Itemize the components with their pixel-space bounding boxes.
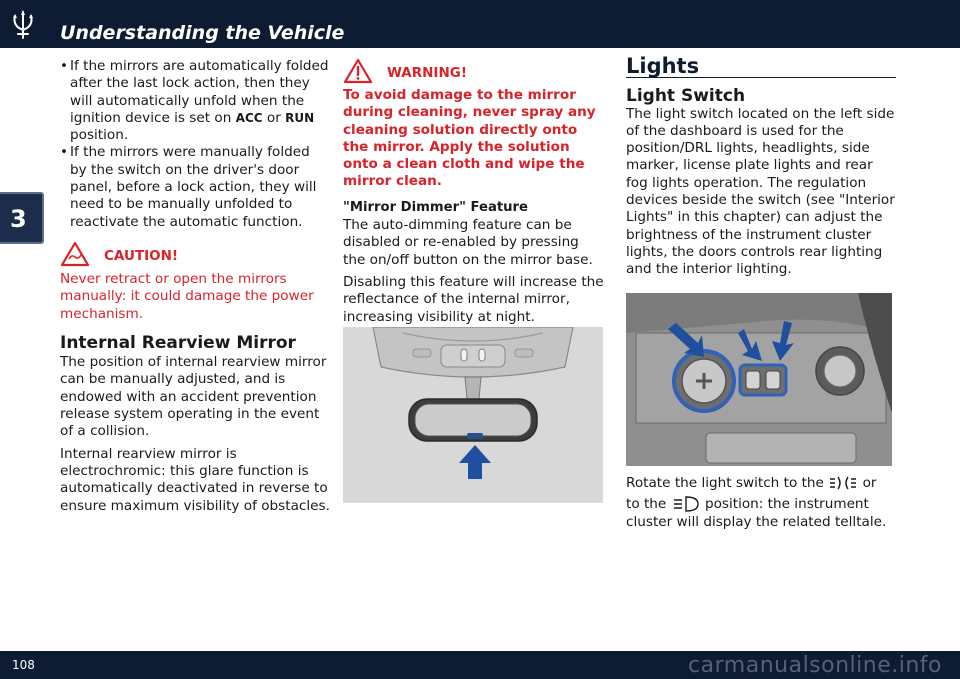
rearview-mirror-illustration xyxy=(343,327,603,503)
caution-text: Never retract or open the mirrors manually: it could damage the power mechanism. xyxy=(60,270,314,322)
rotate-or: or xyxy=(862,475,877,491)
subsection-title-light-switch: Light Switch xyxy=(626,86,746,107)
chapter-number: 3 xyxy=(10,205,27,233)
bullet-mirror-auto-unfold: • If the mirrors are automatically folded after the last lock action, then they will automatically unfold when the ignition device is set on ACC or RUN position. xyxy=(60,58,329,144)
caution-label: CAUTION! xyxy=(104,247,179,264)
caution-triangle-icon xyxy=(60,241,90,267)
keyword-acc: ACC xyxy=(235,110,263,125)
column-right xyxy=(626,54,896,279)
rotate-text-1: Rotate the light switch to the xyxy=(626,475,824,491)
page-number: 108 xyxy=(12,658,35,672)
keyword-run: RUN xyxy=(285,110,315,125)
warning-triangle-icon xyxy=(343,58,373,84)
column-left xyxy=(60,58,330,515)
paragraph-dimmer-disable: Disabling this feature will increase the reflectance of the internal mirror, increasing visibility at night. xyxy=(343,273,604,325)
paragraph-dimmer-toggle: The auto-dimming feature can be disabled or re-enabled by pressing the on/off button on the mirror base. xyxy=(343,217,593,268)
bullet-mirror-manual-fold: • If the mirrors were manually folded by the switch on the driver's door panel, before a lock action, they will need to be manually unfolded to reactivate the automatic function. xyxy=(60,144,317,230)
trident-logo-icon xyxy=(8,8,38,40)
paragraph-light-switch: The light switch located on the left side of the dashboard is used for the position/DRL lights, headlights, side marker, license plate lights and rear fog lights operation. The regulation devices beside the switch (see "Interior Lights" in this chapter) can adjust the brightness of the instrument cluster lights, the doors controls rear lighting and the interior lighting. xyxy=(626,105,895,278)
warning-heading xyxy=(343,58,605,84)
subheading-mirror-dimmer: "Mirror Dimmer" Feature xyxy=(343,199,528,215)
chapter-title: Understanding the Vehicle xyxy=(60,22,345,44)
paragraph-mirror-electrochromic: Internal rearview mirror is electrochromic: this glare function is automatically deactivated in reverse to ensure maximum visibility of obstacles. xyxy=(60,445,330,514)
page-footer xyxy=(0,651,960,679)
rotate-text-2: to the xyxy=(626,496,667,513)
page-header xyxy=(0,0,960,48)
warning-label: WARNING! xyxy=(387,64,467,81)
headlights-icon xyxy=(671,495,701,513)
rotate-text-3: position: the instrument cluster will display the related telltale. xyxy=(626,496,887,530)
warning-text: To avoid damage to the mirror during cleaning, never spray any cleaning solution directly onto the mirror. Apply the solution onto a clean cloth and wipe the mirror clean. xyxy=(343,87,596,190)
section-title-internal-mirror: Internal Rearview Mirror xyxy=(60,332,296,353)
paragraph-mirror-position: The position of internal rearview mirror can be manually adjusted, and is endowed with an accident prevention release system operating in the event of a collision. xyxy=(60,354,327,440)
chapter-number-tab xyxy=(0,192,44,244)
section-title-lights: Lights xyxy=(626,58,896,78)
rotate-instruction xyxy=(626,475,896,531)
position-lights-icon xyxy=(828,475,858,491)
watermark: carmanualsonline.info xyxy=(688,653,942,678)
column-middle xyxy=(343,58,605,326)
light-switch-illustration xyxy=(626,293,892,466)
caution-heading xyxy=(60,241,330,267)
